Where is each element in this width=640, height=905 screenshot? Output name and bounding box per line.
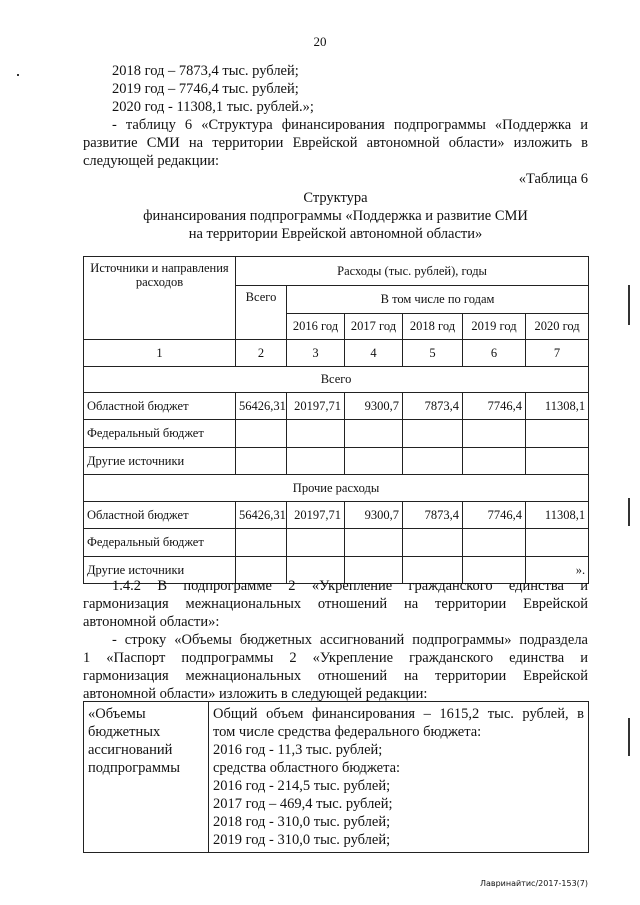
para2-line: гармонизация межнациональных отношений на территории Еврейской xyxy=(83,596,588,612)
cell-value: ». xyxy=(526,557,589,584)
cell-value: 7873,4 xyxy=(403,393,463,420)
cell-value: 11308,1 xyxy=(526,393,589,420)
para1-line: следующей редакции: xyxy=(83,153,220,169)
table-row xyxy=(84,393,589,420)
year-header: 2020 год xyxy=(526,314,589,340)
passport-value-line: том числе средства федерального бюджета: xyxy=(213,724,482,740)
column-number: 7 xyxy=(526,340,589,367)
table-title: на территории Еврейской автономной области» xyxy=(188,226,483,242)
row-name: Федеральный бюджет xyxy=(84,529,236,557)
cell-value xyxy=(236,529,287,557)
para3-line: 1 «Паспорт подпрограммы 2 «Укрепление гражданского единства и xyxy=(83,650,588,666)
by-years-header: В том числе по годам xyxy=(287,286,589,314)
scan-artifact xyxy=(628,285,630,325)
para1-line: - таблицу 6 «Структура финансирования подпрограммы «Поддержка и xyxy=(112,117,588,133)
passport-value-line: средства областного бюджета: xyxy=(213,760,401,776)
scan-artifact xyxy=(628,498,630,526)
cell-value: 20197,71 xyxy=(287,393,345,420)
section-title: Прочие расходы xyxy=(84,475,589,502)
cell-value: 20197,71 xyxy=(287,502,345,529)
scan-artifact xyxy=(628,718,630,756)
cell-value: 7746,4 xyxy=(463,502,526,529)
table-title: Структура xyxy=(303,190,368,206)
cell-value xyxy=(403,529,463,557)
cell-value xyxy=(287,448,345,475)
page-number: 20 xyxy=(313,34,327,49)
row-name: Другие источники xyxy=(84,448,236,475)
para3-line: гармонизация межнациональных отношений на территории Еврейской xyxy=(83,668,588,684)
financing-table xyxy=(83,256,589,584)
table-row xyxy=(84,448,589,475)
table-row xyxy=(84,502,589,529)
row-name: Федеральный бюджет xyxy=(84,420,236,448)
passport-value-cell xyxy=(209,702,589,853)
passport-value-line: 2018 год - 310,0 тыс. рублей; xyxy=(213,814,391,830)
cell-value: 7746,4 xyxy=(463,393,526,420)
source-column-header: Источники и направления расходов xyxy=(84,257,236,340)
para1-line: развитие СМИ на территории Еврейской автономной области» изложить в xyxy=(83,135,588,151)
para3-line: - строку «Объемы бюджетных ассигнований подпрограммы» подраздела xyxy=(112,632,588,648)
cell-value: 7873,4 xyxy=(403,502,463,529)
cell-value xyxy=(463,529,526,557)
passport-value-line: 2016 год - 11,3 тыс. рублей; xyxy=(213,742,383,758)
passport-label-cell xyxy=(84,702,209,853)
column-number: 4 xyxy=(345,340,403,367)
year-header: 2019 год xyxy=(463,314,526,340)
passport-value-line: 2017 год – 469,4 тыс. рублей; xyxy=(213,796,393,812)
cell-value xyxy=(236,448,287,475)
cell-value xyxy=(345,448,403,475)
passport-label-line: ассигнований xyxy=(88,742,173,758)
expenses-header: Расходы (тыс. рублей), годы xyxy=(236,257,589,286)
intro-line: 2020 год - 11308,1 тыс. рублей.»; xyxy=(112,99,314,115)
para2-line: 1.4.2 В подпрограмме 2 «Укрепление гражданского единства и xyxy=(112,578,588,594)
passport-label-line: «Объемы xyxy=(88,706,146,722)
column-number: 1 xyxy=(84,340,236,367)
cell-value: 56426,31 xyxy=(236,502,287,529)
cell-value xyxy=(463,420,526,448)
para2-line: автономной области»: xyxy=(83,614,220,630)
cell-value xyxy=(287,420,345,448)
cell-value xyxy=(403,448,463,475)
cell-value: 9300,7 xyxy=(345,393,403,420)
passport-table xyxy=(83,701,589,853)
table-label: «Таблица 6 xyxy=(518,171,588,187)
cell-value xyxy=(526,529,589,557)
cell-value: 56426,31 xyxy=(236,393,287,420)
year-header: 2016 год xyxy=(287,314,345,340)
intro-line: 2018 год – 7873,4 тыс. рублей; xyxy=(112,63,299,79)
year-header: 2017 год xyxy=(345,314,403,340)
row-name: Областной бюджет xyxy=(84,502,236,529)
cell-value xyxy=(463,448,526,475)
cell-value xyxy=(287,529,345,557)
table-row xyxy=(84,529,589,557)
table-row xyxy=(84,420,589,448)
year-header: 2018 год xyxy=(403,314,463,340)
intro-line: 2019 год – 7746,4 тыс. рублей; xyxy=(112,81,299,97)
passport-value-line: 2016 год - 214,5 тыс. рублей; xyxy=(213,778,391,794)
section-title: Всего xyxy=(84,367,589,393)
passport-label-line: бюджетных xyxy=(88,724,161,740)
cell-value: 9300,7 xyxy=(345,502,403,529)
cell-value: 11308,1 xyxy=(526,502,589,529)
passport-value-line: Общий объем финансирования – 1615,2 тыс. рублей, в xyxy=(213,706,584,722)
column-number: 3 xyxy=(287,340,345,367)
cell-value xyxy=(526,420,589,448)
passport-label-line: подпрограммы xyxy=(88,760,180,776)
passport-value-line: 2019 год - 310,0 тыс. рублей; xyxy=(213,832,391,848)
row-name: Другие источники xyxy=(84,557,236,584)
column-number: 5 xyxy=(403,340,463,367)
cell-value xyxy=(345,529,403,557)
cell-value xyxy=(345,420,403,448)
cell-value xyxy=(526,448,589,475)
total-header: Всего xyxy=(236,286,287,340)
column-number: 2 xyxy=(236,340,287,367)
scan-artifact xyxy=(17,74,19,76)
row-name: Областной бюджет xyxy=(84,393,236,420)
cell-value xyxy=(236,420,287,448)
footer-code: Лавринайтис/2017-153(7) xyxy=(479,879,588,888)
para3-line: автономной области» изложить в следующей редакции: xyxy=(83,686,428,702)
table-title: финансирования подпрограммы «Поддержка и развитие СМИ xyxy=(143,208,528,224)
cell-value xyxy=(403,420,463,448)
column-number: 6 xyxy=(463,340,526,367)
